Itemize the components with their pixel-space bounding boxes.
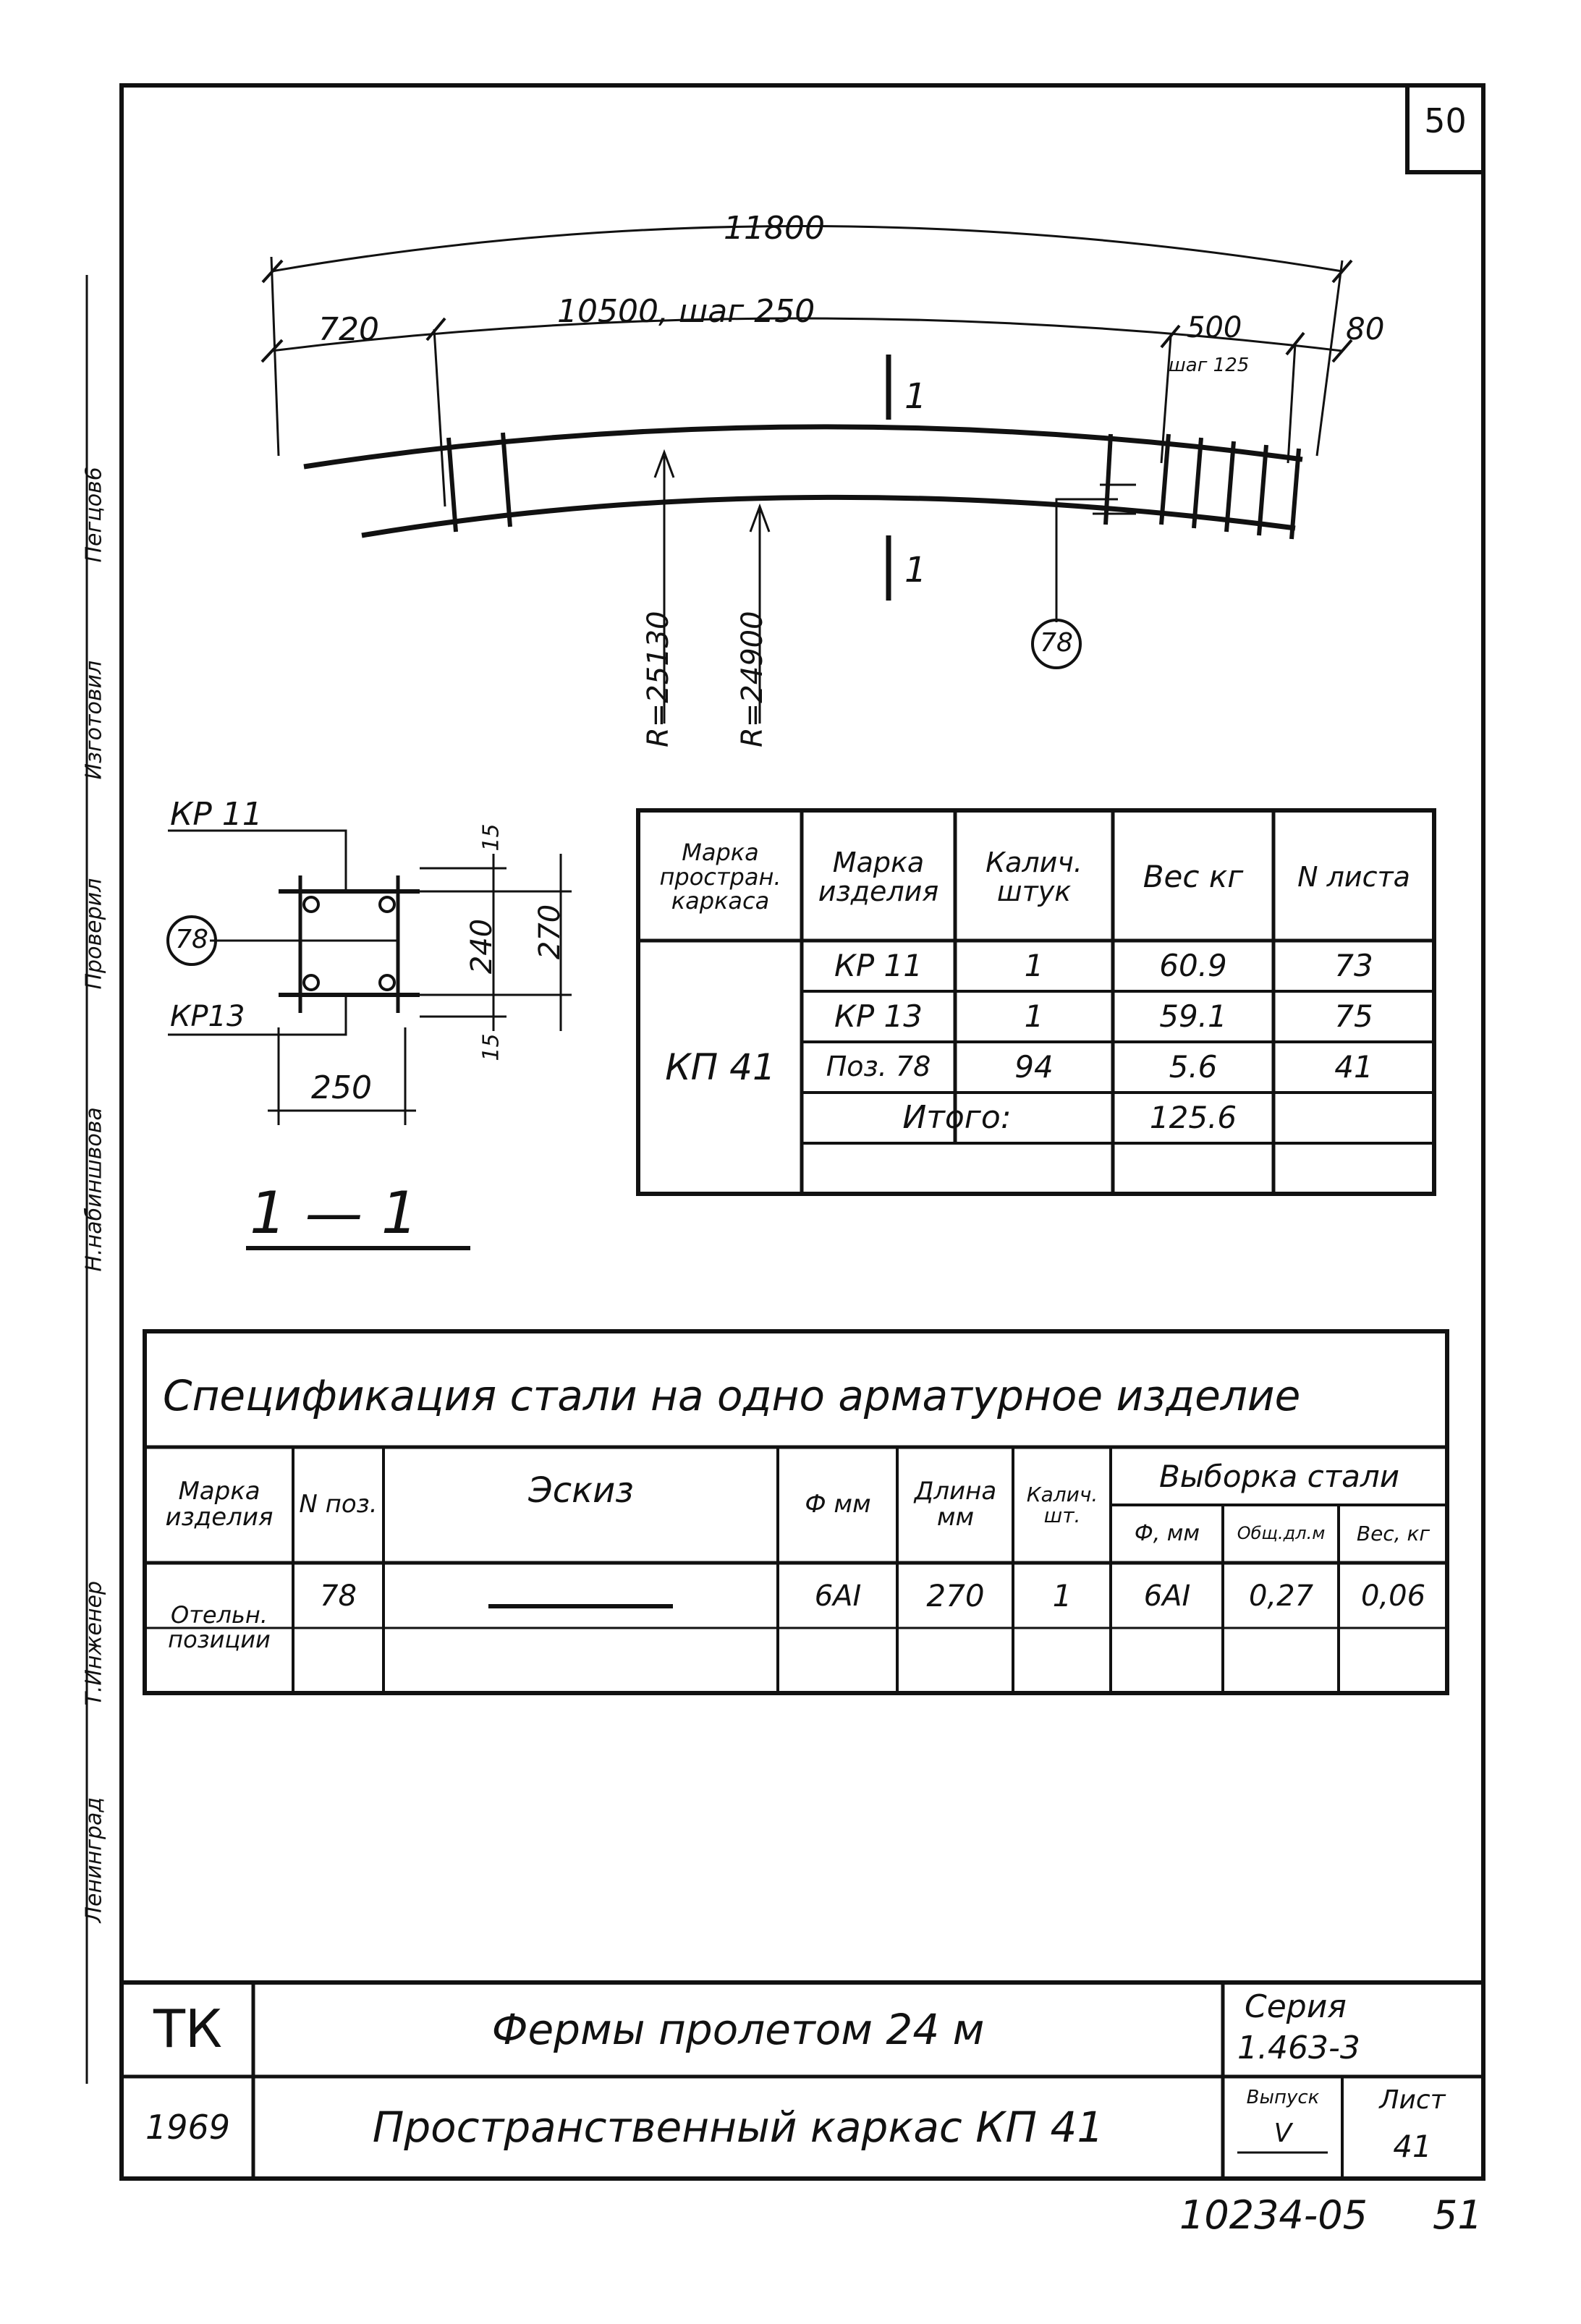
title-block-sheet-value: 41 bbox=[1393, 2129, 1432, 2165]
spec-row-length: 270 bbox=[926, 1577, 985, 1613]
dim-right-step-label: шаг 125 bbox=[1169, 355, 1250, 376]
frame-row-3-item: Поз. 78 bbox=[826, 1051, 931, 1083]
page-number: 50 bbox=[1424, 101, 1467, 140]
spec-header-item: Марка изделия bbox=[165, 1477, 274, 1532]
upper-chord bbox=[304, 427, 1302, 467]
title-block-series-value: 1.463-3 bbox=[1237, 2030, 1360, 2066]
spec-header-sel-weight: Вес, кг bbox=[1356, 1522, 1430, 1546]
section-label-bottom: КР13 bbox=[170, 1000, 245, 1033]
spec-header-dia: Ф мм bbox=[805, 1490, 871, 1519]
frame-row-1-weight: 60.9 bbox=[1159, 947, 1227, 983]
spec-row-item: Отельн. позиции bbox=[168, 1601, 271, 1653]
frame-header-qty: Калич. штук bbox=[986, 846, 1082, 907]
section-mark-bottom: 1 bbox=[904, 550, 927, 590]
spec-row-sel-len: 0,27 bbox=[1248, 1579, 1314, 1613]
title-block-line2: Пространственный каркас КП 41 bbox=[372, 2102, 1104, 2152]
frame-row-1-sheet: 73 bbox=[1334, 947, 1373, 983]
frame-mark-cell: КП 41 bbox=[665, 1046, 776, 1088]
section-callout-label: 78 bbox=[175, 925, 208, 954]
title-block-org: ТК bbox=[153, 1998, 223, 2060]
frame-header-weight: Вес кг bbox=[1143, 859, 1244, 895]
margin-label-4: Изготовил bbox=[81, 660, 107, 780]
bottom-page: 51 bbox=[1433, 2192, 1483, 2238]
spec-header-sel-dia: Ф, мм bbox=[1134, 1521, 1200, 1547]
frame-row-1-item: КР 11 bbox=[834, 947, 923, 983]
spec-row-dia: 6AI bbox=[814, 1579, 862, 1613]
section-label-top: КР 11 bbox=[170, 796, 263, 833]
section-dim-width: 250 bbox=[311, 1069, 372, 1106]
frame-row-1-qty: 1 bbox=[1024, 947, 1044, 983]
frame-total-label: Итого: bbox=[902, 1098, 1012, 1136]
bottom-code: 10234-05 bbox=[1179, 2192, 1368, 2238]
frame-header-item: Марка изделия bbox=[818, 846, 939, 907]
frame-row-3-weight: 5.6 bbox=[1169, 1048, 1218, 1085]
spec-header-selection: Выборка стали bbox=[1158, 1458, 1400, 1494]
margin-label-1: Т.Инженер bbox=[81, 1580, 107, 1706]
section-dim-top: 15 bbox=[478, 823, 504, 852]
title-block-issue-value: V bbox=[1273, 2119, 1292, 2149]
spec-row-sel-weight: 0,06 bbox=[1360, 1579, 1426, 1613]
section-dim-mid: 240 bbox=[465, 918, 499, 975]
frame-row-3-sheet: 41 bbox=[1334, 1048, 1373, 1085]
spec-header-length: Длина мм bbox=[914, 1477, 997, 1532]
title-block-sheet-label: Лист bbox=[1379, 2085, 1446, 2115]
title-block-issue-label: Выпуск bbox=[1246, 2087, 1320, 2109]
frame-row-2-qty: 1 bbox=[1024, 998, 1044, 1034]
dim-mid-label: 10500, шаг 250 bbox=[557, 293, 815, 330]
margin-label-5: Пегцов6 bbox=[81, 467, 107, 563]
spec-row-qty: 1 bbox=[1052, 1577, 1072, 1613]
spec-row-sel-dia: 6AI bbox=[1143, 1579, 1191, 1613]
section-dim-bottom: 15 bbox=[478, 1033, 504, 1061]
title-block-year: 1969 bbox=[145, 2107, 231, 2147]
frame-row-2-sheet: 75 bbox=[1334, 998, 1373, 1034]
section-dim-total: 270 bbox=[533, 904, 567, 960]
radius-outer-label: R=25130 bbox=[642, 611, 675, 747]
frame-row-2-weight: 59.1 bbox=[1159, 998, 1227, 1034]
margin-label-3: Проверил bbox=[81, 878, 107, 990]
section-title: 1 — 1 bbox=[250, 1179, 418, 1247]
spec-header-pos: N поз. bbox=[299, 1490, 378, 1519]
margin-label-6: Ленинград bbox=[81, 1797, 107, 1923]
frame-row-3-qty: 94 bbox=[1014, 1048, 1054, 1085]
radius-inner-label: R=24900 bbox=[736, 611, 769, 747]
frame-row-2-item: КР 13 bbox=[834, 998, 923, 1034]
lower-chord bbox=[362, 497, 1295, 535]
frame-header-frame-mark: Марка простран. каркаса bbox=[659, 839, 781, 915]
frame-header-sheet: N листа bbox=[1297, 860, 1410, 893]
position-callout-label: 78 bbox=[1040, 628, 1073, 658]
dim-left-label: 720 bbox=[318, 311, 379, 348]
dim-total-label: 11800 bbox=[724, 210, 825, 247]
spec-row-pos: 78 bbox=[320, 1579, 357, 1613]
dim-right-label: 500 bbox=[1187, 311, 1242, 344]
spec-table-title: Спецификация стали на одно арматурное изделие bbox=[163, 1371, 1301, 1420]
spec-header-qty: Калич. шт. bbox=[1026, 1482, 1098, 1527]
dim-end-label: 80 bbox=[1346, 311, 1385, 347]
spec-header-sketch: Эскиз bbox=[528, 1470, 634, 1511]
section-mark-top: 1 bbox=[904, 376, 927, 417]
spec-header-sel-len: Общ.дл.м bbox=[1237, 1523, 1326, 1544]
frame-total-weight: 125.6 bbox=[1149, 1099, 1237, 1135]
margin-label-2: Н.набиншвова bbox=[81, 1107, 107, 1272]
title-block-line1: Фермы пролетом 24 м bbox=[491, 2004, 985, 2054]
title-block-series-label: Серия bbox=[1245, 1988, 1347, 2025]
